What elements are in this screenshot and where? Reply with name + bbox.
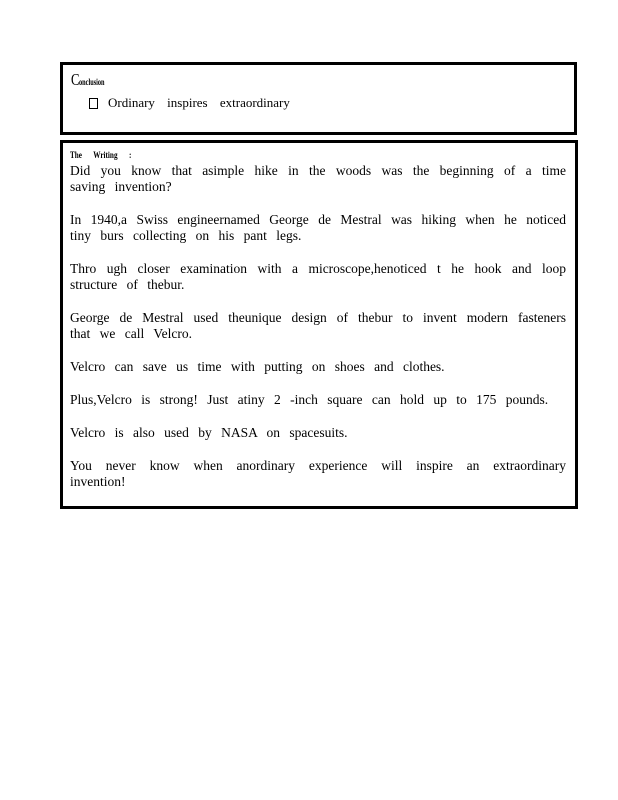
bullet-box-icon xyxy=(89,98,98,109)
writing-paragraph: In 1940,a Swiss engineernamed George de Mestral was hiking when he noticed tiny burs collecting on his pant legs. xyxy=(70,212,566,243)
writing-paragraph: Velcro can save us time with putting on shoes and clothes. xyxy=(70,359,445,374)
conclusion-bullet-item xyxy=(89,95,290,111)
writing-paragraphs xyxy=(70,163,566,507)
writing-paragraph: Did you know that asimple hike in the woods was the beginning of a time saving invention? xyxy=(70,163,566,194)
writing-paragraph: George de Mestral used theunique design of thebur to invent modern fasteners that we call Velcro. xyxy=(70,310,566,341)
conclusion-bullet-text: Ordinary inspires extraordinary xyxy=(108,95,290,110)
writing-box xyxy=(60,140,578,509)
writing-paragraph: You never know when anordinary experience will inspire an extraordinary invention! xyxy=(70,458,566,489)
writing-paragraph: Velcro is also used by NASA on spacesuits. xyxy=(70,425,348,440)
writing-paragraph: Thro ugh closer examination with a microscope,henoticed t he hook and loop structure of thebur. xyxy=(70,261,566,292)
conclusion-heading-rest: onclusion xyxy=(79,77,105,87)
conclusion-heading xyxy=(71,71,116,89)
writing-paragraph: Plus,Velcro is strong! Just atiny 2 -inch square can hold up to 175 pounds. xyxy=(70,392,549,407)
conclusion-box xyxy=(60,62,577,135)
conclusion-heading-initial: C xyxy=(71,70,80,89)
writing-heading: The Writing : xyxy=(70,150,132,160)
